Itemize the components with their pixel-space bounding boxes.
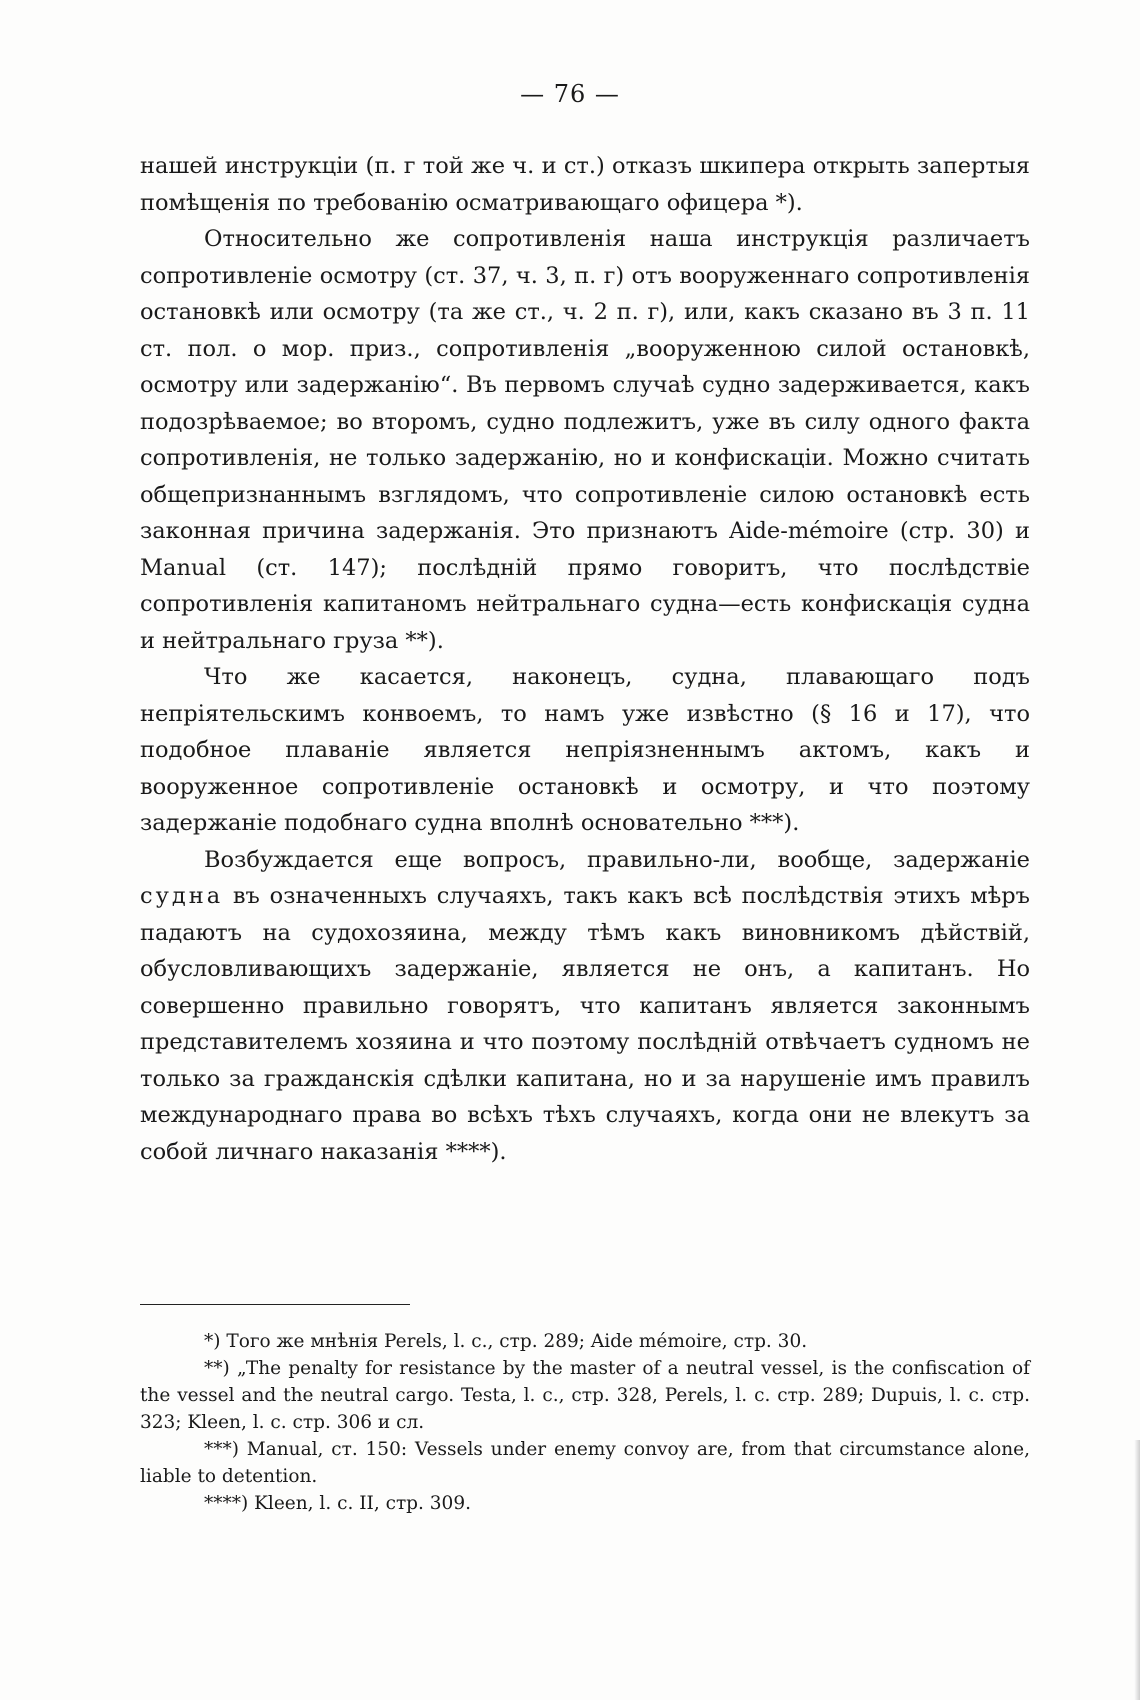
footnote: *) Того же мнѣнія Perels, l. c., стр. 289; Aide mémoire, стр. 30. [204,1331,808,1352]
footnote: ***) Manual, ст. 150: Vessels under enemy convoy are, from that circumstance alone, liable to detention. [140,1439,1030,1487]
paragraph-rest: въ означенныхъ случаяхъ, такъ какъ всѣ послѣдствія этихъ мѣръ падаютъ на судохозяина, между тѣмъ какъ виновникомъ дѣйствій, обусловливающихъ задержаніе, является не онъ, а капитанъ. Но совершенно правильно говорятъ, что капитанъ является законнымъ представителемъ хозяина и что поэтому послѣдній отвѣчаетъ судномъ не только за гражданскія сдѣлки капитана, но и за нарушеніе имъ правилъ международнаго права во всѣхъ тѣхъ случаяхъ, когда они не влекутъ за собой личнаго наказанія ****). [140,883,1030,1165]
page-edge-shadow [1134,1440,1140,1700]
main-text [140,148,1030,1170]
paragraph [140,842,1030,1171]
paragraph-lead: Возбуждается еще вопросъ, правильно-ли, вообще, задержаніе [204,846,1030,873]
footnote: **) „The penalty for resistance by the master of a neutral vessel, is the confiscation of the vessel and the neutral cargo. Testa, l. c., стр. 328, Perels, l. c. стр. 289; Dupuis, l. c. стр. 323; Kleen, l. c. стр. 306 и сл. [140,1358,1030,1433]
footnote: ****) Kleen, l. c. II, стр. 309. [204,1493,471,1514]
footnote-separator [140,1304,410,1305]
footnotes [140,1328,1030,1517]
page-number: — 76 — [520,80,620,108]
paragraph: нашей инструкціи (п. г той же ч. и ст.) отказъ шкипера открыть запертыя помѣщенія по требованію осматривающаго офицера *). [140,153,1030,216]
paragraph: Относительно же сопротивленія наша инструкція различаетъ сопротивленіе осмотру (ст. 37, ч. 3, п. г) отъ вооруженнаго сопротивленія остановкѣ или осмотру (та же ст., ч. 2 п. г), или, какъ сказано въ 3 п. 11 ст. пол. о мор. приз., сопротивленія „вооруженною силой остановкѣ, осмотру или задержанію“. Въ первомъ случаѣ судно задерживается, какъ подозрѣваемое; во второмъ, судно подлежитъ, уже въ силу одного факта сопротивленія, не только задержанію, но и конфискаціи. Можно считать общепризнаннымъ взглядомъ, что сопротивленіе силою остановкѣ есть законная причина задержанія. Это признаютъ Aide-mémoire (стр. 30) и Manual (ст. 147); послѣдній прямо говоритъ, что послѣдствіе сопротивленія капитаномъ нейтральнаго судна—есть конфискація судна и нейтральнаго груза **). [140,226,1030,654]
paragraph: Что же касается, наконецъ, судна, плавающаго подъ непріятельскимъ конвоемъ, то намъ уже извѣстно (§ 16 и 17), что подобное плаваніе является непріязненнымъ актомъ, какъ и вооруженное сопротивленіе остановкѣ и осмотру, и что поэтому задержаніе подобнаго судна вполнѣ основательно ***). [140,664,1030,836]
spaced-word: судна [140,883,224,909]
